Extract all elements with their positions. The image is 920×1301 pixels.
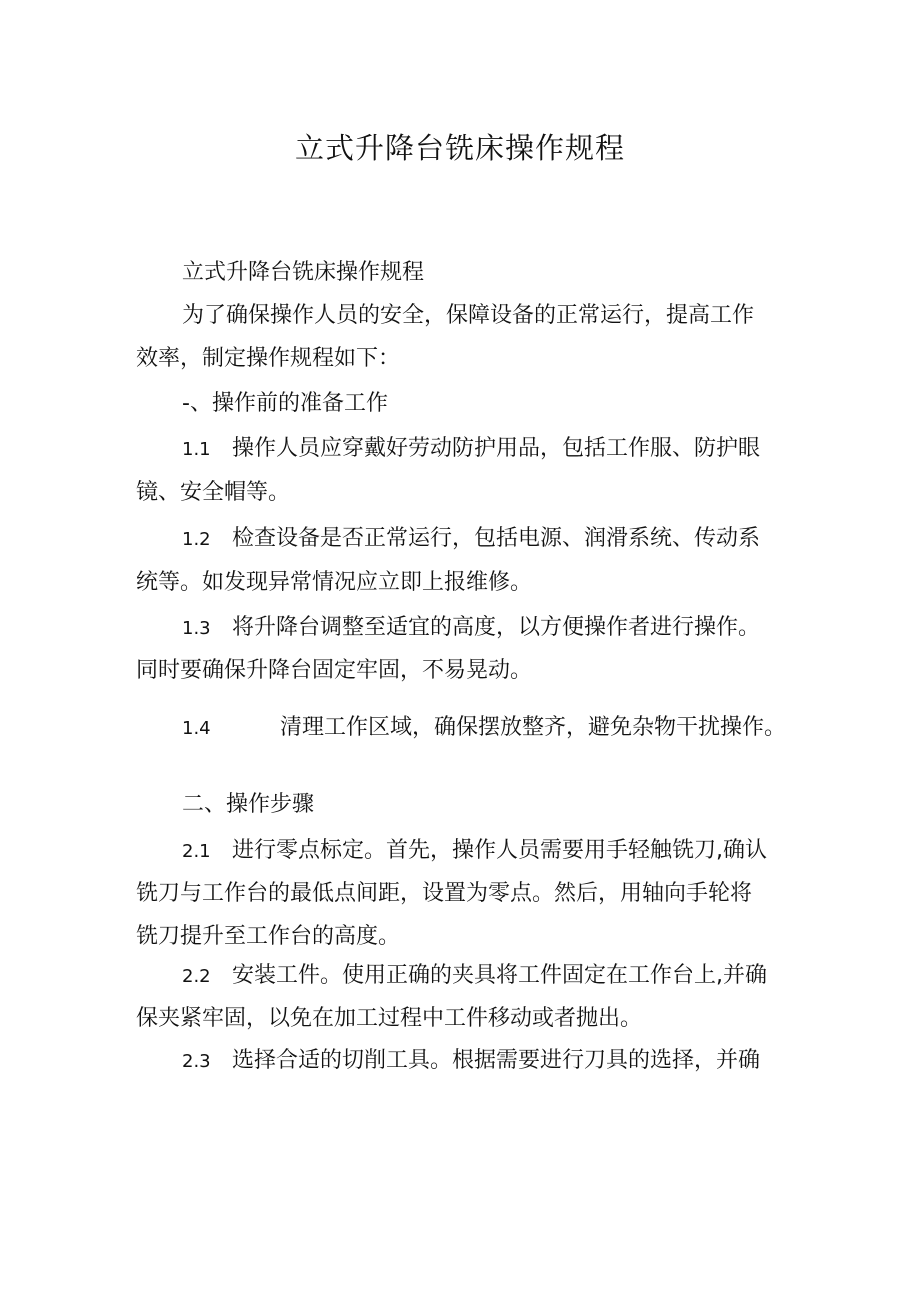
document-title: 立式升降台铣床操作规程 [294, 131, 625, 165]
item-text: 将升降台调整至适宜的高度，以方便操作者进行操作。 [232, 615, 761, 640]
item-1-4 [182, 713, 786, 744]
item-1-1-cont: 镜、安全帽等。 [136, 480, 291, 505]
item-1-1 [182, 434, 760, 465]
item-number: 2.3 [182, 1051, 211, 1072]
item-number: 2.1 [182, 841, 211, 862]
item-number: 1.4 [182, 718, 211, 739]
item-2-2 [182, 961, 767, 992]
item-text: 操作人员应穿戴好劳动防护用品，包括工作服、防护眼 [232, 436, 761, 461]
section-1-heading: -、操作前的准备工作 [182, 391, 388, 416]
item-text: 安装工件。使用正确的夹具将工件固定在工作台上,并确 [232, 963, 767, 988]
intro-line-1: 为了确保操作人员的安全，保障设备的正常运行，提高工作 [182, 303, 755, 328]
item-1-3-cont: 同时要确保升降台固定牢固，不易晃动。 [136, 658, 533, 683]
item-2-1-cont-2: 铣刀提升至工作台的高度。 [136, 924, 401, 949]
item-1-2 [182, 524, 760, 555]
item-text: 检查设备是否正常运行，包括电源、润滑系统、传动系 [232, 526, 761, 551]
item-2-1 [182, 836, 767, 867]
item-1-2-cont: 统等。如发现异常情况应立即上报维修。 [136, 570, 533, 595]
item-text: 进行零点标定。首先，操作人员需要用手轻触铣刀,确认 [232, 838, 767, 863]
item-text: 清理工作区域，确保摆放整齐，避免杂物干扰操作。 [280, 715, 787, 740]
item-2-2-cont: 保夹紧牢固，以免在加工过程中工件移动或者抛出。 [136, 1006, 643, 1031]
item-text: 选择合适的切削工具。根据需要进行刀具的选择，并确 [232, 1048, 761, 1073]
item-number: 1.1 [182, 439, 211, 460]
section-2-heading: 二、操作步骤 [182, 792, 315, 817]
item-number: 1.2 [182, 529, 211, 550]
item-2-1-cont: 铣刀与工作台的最低点间距，设置为零点。然后，用轴向手轮将 [136, 881, 753, 906]
item-2-3 [182, 1046, 760, 1077]
item-number: 1.3 [182, 618, 211, 639]
subtitle: 立式升降台铣床操作规程 [182, 260, 425, 285]
item-number: 2.2 [182, 966, 211, 987]
intro-line-2: 效率，制定操作规程如下： [136, 346, 401, 371]
item-1-3 [182, 613, 760, 644]
